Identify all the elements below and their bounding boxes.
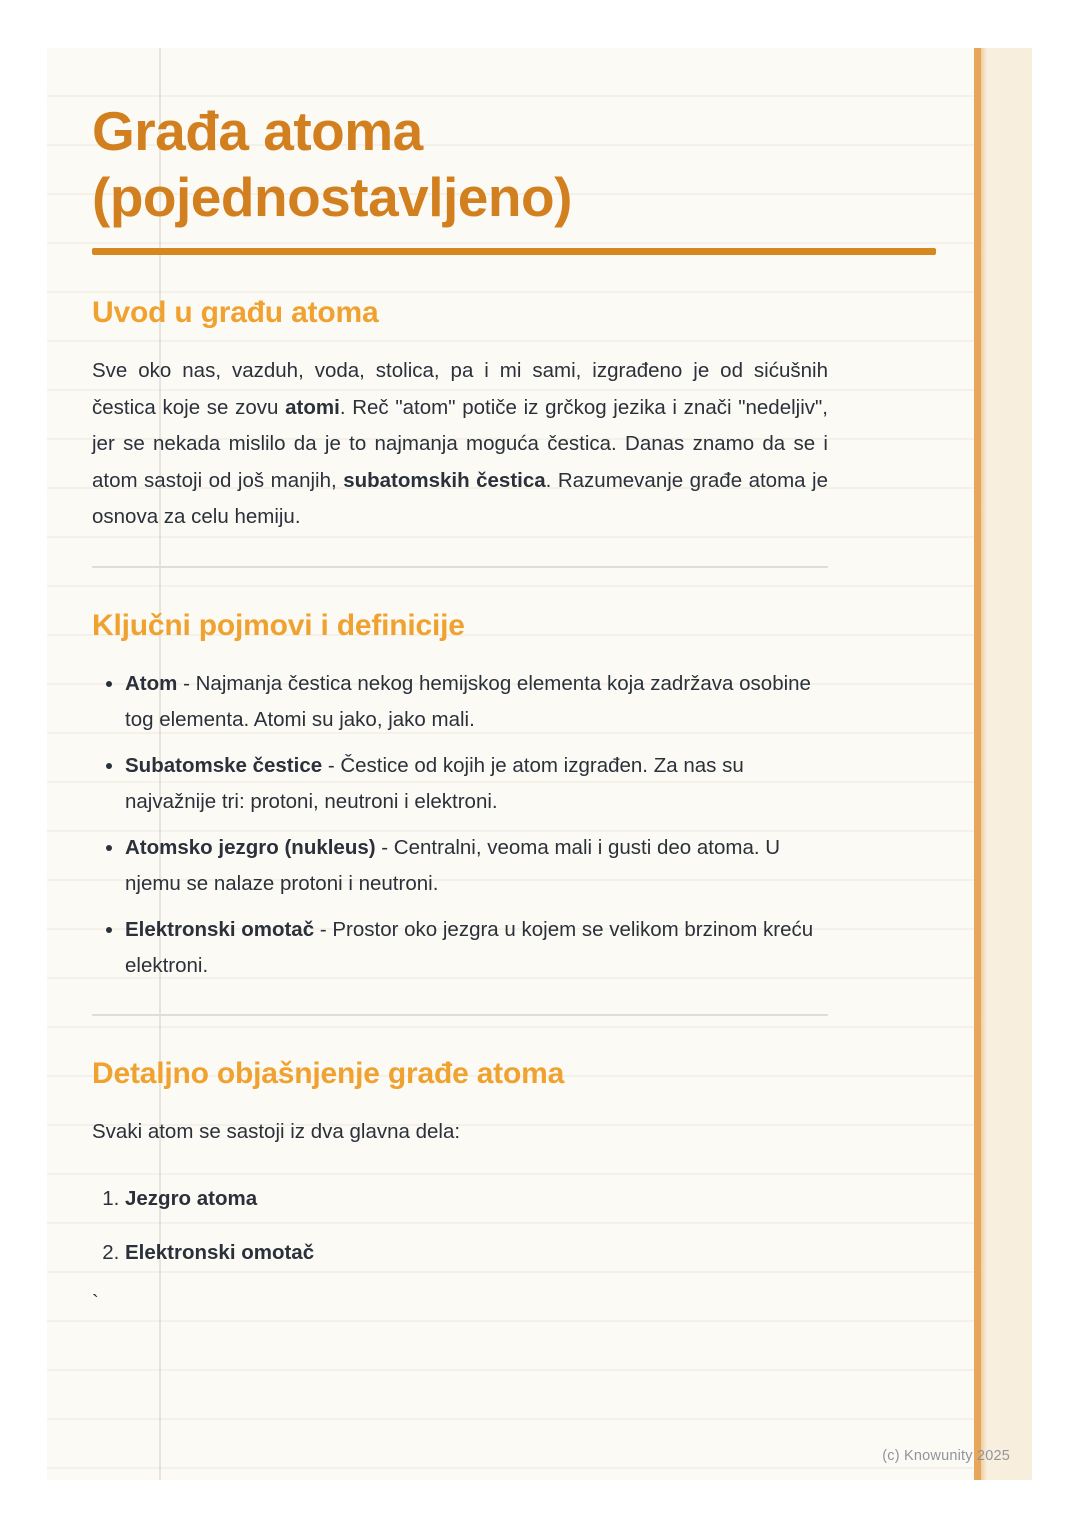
copyright-footer: (c) Knowunity 2025 bbox=[882, 1448, 1010, 1464]
key-term-item: • Elektronski omotač - Prostor oko jezgra u kojem se velikom brzinom kreću elektroni. bbox=[125, 912, 828, 984]
detail-numbered-item bbox=[125, 1238, 828, 1268]
key-term-item: • Atomsko jezgro (nukleus) - Centralni, veoma mali i gusti deo atoma. U njemu se nalaze protoni i neutroni. bbox=[125, 830, 828, 902]
key-term-item: • Subatomske čestice - Čestice od kojih je atom izgrađen. Za nas su najvažnije tri: protoni, neutroni i elektroni. bbox=[125, 748, 828, 820]
stray-backtick: ` bbox=[92, 1292, 99, 1314]
detail-lead-paragraph: Svaki atom se sastoji iz dva glavna dela: bbox=[92, 1119, 461, 1143]
page-title: Građa atoma (pojednostavljeno) bbox=[92, 100, 572, 228]
detail-numbered-list bbox=[92, 1184, 828, 1268]
document-content bbox=[92, 48, 828, 1315]
title-underline-rule bbox=[92, 248, 936, 255]
intro-paragraph: Sve oko nas, vazduh, voda, stolica, pa i mi sami, izgrađeno je od sićušnih čestica koje se zovu atomi. Reč "atom" potiče iz grčkog jezika i znači "nedeljiv", jer se nekada mislilo da je to najmanja moguća čestica. Danas znamo da se i atom sastoji od još manjih, subatomskih čestica. Razumevanje građe atoma je osnova za celu hemiju. bbox=[92, 359, 829, 528]
section-heading-key-terms: Ključni pojmovi i definicije bbox=[92, 608, 465, 642]
notebook-page bbox=[47, 48, 1032, 1480]
key-term-item: • Atom - Najmanja čestica nekog hemijskog elementa koja zadržava osobine tog elementa. Atomi su jako, jako mali. bbox=[125, 666, 828, 738]
section-divider bbox=[92, 1014, 828, 1016]
section-heading-detail: Detaljno objašnjenje građe atoma bbox=[92, 1056, 565, 1090]
key-term-label: Atom bbox=[125, 671, 178, 695]
key-term-label: Atomsko jezgro (nukleus) bbox=[125, 835, 376, 859]
page-edge-stripe bbox=[974, 48, 1032, 1480]
section-heading-intro: Uvod u građu atoma bbox=[92, 296, 379, 329]
detail-item-label: Elektronski omotač bbox=[125, 1241, 315, 1264]
detail-item-label: Jezgro atoma bbox=[125, 1187, 258, 1210]
section-divider bbox=[92, 566, 828, 568]
detail-numbered-item bbox=[125, 1184, 828, 1214]
key-terms-list bbox=[92, 666, 828, 984]
key-term-label: Subatomske čestice bbox=[125, 753, 323, 777]
key-term-label: Elektronski omotač bbox=[125, 917, 315, 941]
